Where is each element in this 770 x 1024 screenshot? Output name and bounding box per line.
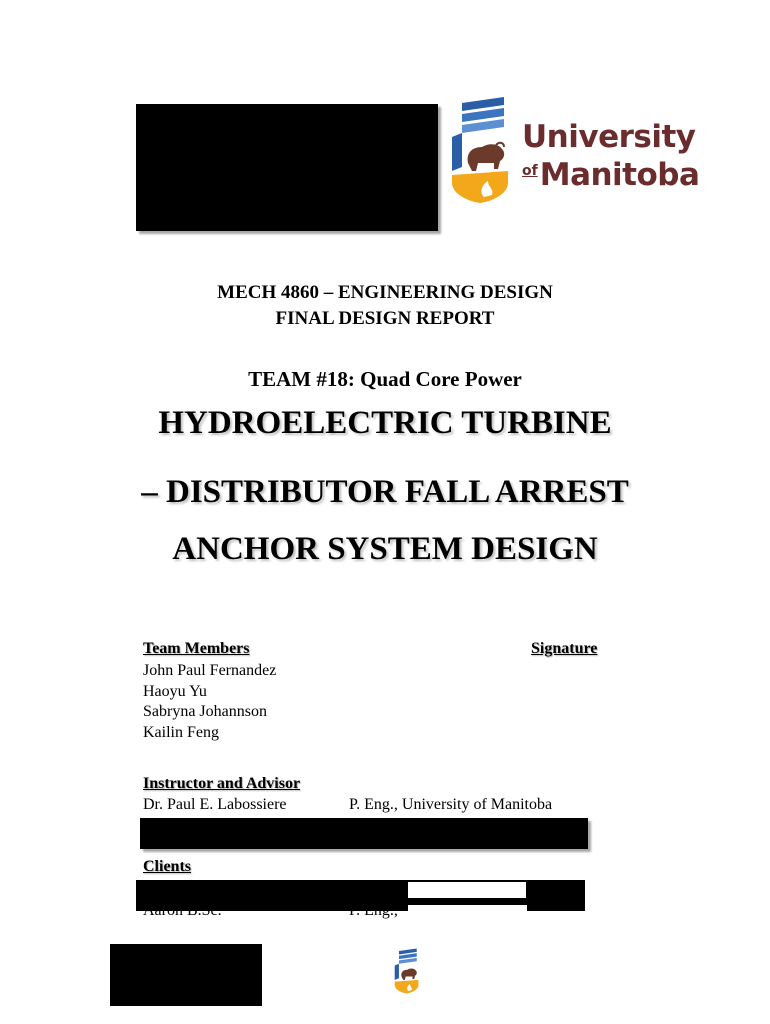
redacted-bar-client-right: [527, 880, 585, 911]
team-member-list: [143, 661, 276, 743]
course-header: [0, 280, 770, 332]
university-shield-icon: [448, 97, 514, 203]
redacted-bar-client-left: [136, 880, 408, 911]
team-member: John Paul Fernandez: [143, 662, 277, 679]
wordmark-line1: University: [522, 119, 696, 155]
report-type: FINAL DESIGN REPORT: [275, 308, 495, 329]
team-member: Kailin Feng: [143, 723, 219, 741]
clients-heading: Clients: [143, 858, 191, 875]
signature-heading: Signature: [531, 640, 598, 657]
redacted-bar-advisor: [140, 818, 588, 849]
redacted-block-bottom: [110, 944, 262, 1006]
advisor-name: Dr. Paul E. Labossiere: [143, 796, 287, 813]
report-title-line1: HYDROELECTRIC TURBINE: [158, 405, 612, 441]
course-title: MECH 4860 – ENGINEERING DESIGN: [217, 282, 553, 303]
report-title-line2: – DISTRIBUTOR FALL ARREST: [141, 474, 629, 510]
team-title: TEAM #18: Quad Core Power: [248, 367, 522, 391]
wordmark-line2: Manitoba: [539, 157, 700, 193]
advisor-heading: Instructor and Advisor: [143, 775, 301, 792]
footer-shield-icon: [393, 946, 421, 996]
redacted-bar-client-middle: [406, 880, 528, 900]
advisor-affiliation: P. Eng., University of Manitoba: [349, 796, 553, 813]
report-title-line3: ANCHOR SYSTEM DESIGN: [172, 531, 598, 567]
university-wordmark: [522, 120, 699, 192]
wordmark-of: of: [522, 163, 538, 179]
team-member: Sabryna Johannson: [143, 703, 267, 721]
redacted-block-top: [136, 104, 438, 231]
team-members-heading: Team Members: [143, 640, 250, 657]
team-member: Haoyu Yu: [143, 682, 207, 700]
redacted-bar-client-middle-lower: [406, 900, 528, 905]
